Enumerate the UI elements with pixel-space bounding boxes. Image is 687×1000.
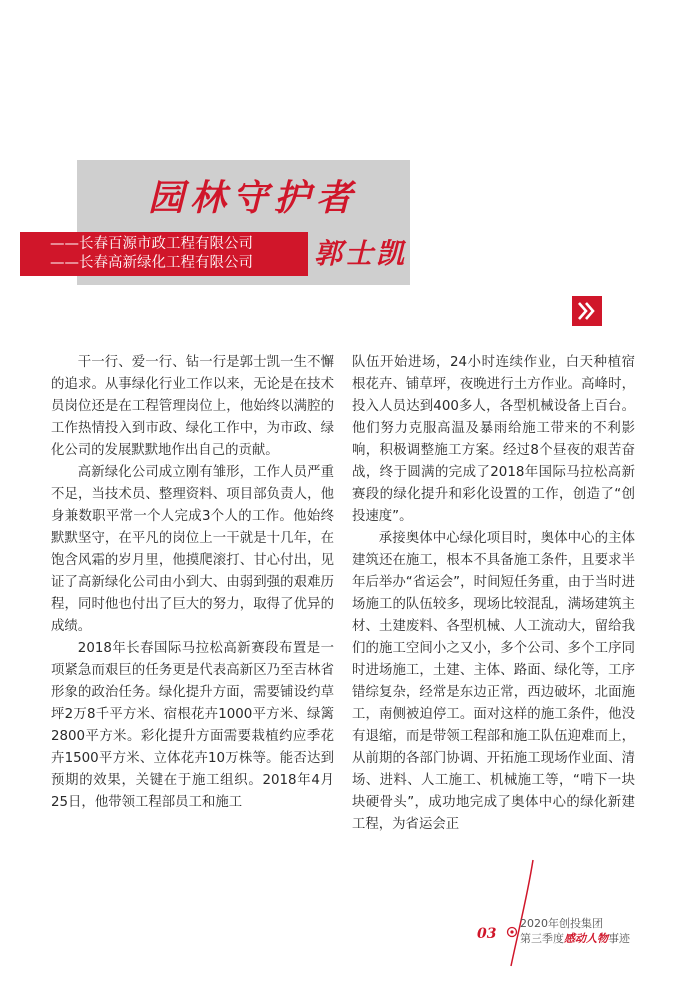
- footer-line-2-prefix: 第三季度: [520, 932, 564, 945]
- article-paragraph-continued: 队伍开始进场，24小时连续作业，白天种植宿根花卉、铺草坪，夜晚进行土方作业。高峰时，投入人员达到400多人，各型机械设备上百台。他们努力克服高温及暴雨给施工带来的不利影响，积极调整施工方案。经过8个昼夜的艰苦奋战，终于圆满的完成了2018年国际马拉松高新赛段的绿化提升和彩化设置的工作，创造了“创投速度”。: [352, 355, 635, 524]
- footer-line-2: [520, 931, 630, 946]
- footer-decoration: [497, 858, 537, 968]
- page-title: 园林守护者: [148, 177, 359, 219]
- article-column-right: [352, 352, 635, 836]
- article-paragraph: 2018年长春国际马拉松高新赛段布置是一项紧急而艰巨的任务更是代表高新区乃至吉林省形象的政治任务。绿化提升方面，需要铺设约草坪2万8千平方米、宿根花卉1000平方米、绿篱2800平方米。彩化提升方面需要栽植约应季花卉1500平方米、立体花卉10万株等。能否达到预期的效果，关键在于施工组织。2018年4月25日，他带领工程部员工和施工: [51, 641, 334, 810]
- article-paragraph: 高新绿化公司成立刚有雏形，工作人员严重不足，当技术员、整理资料、项目部负责人，他身兼数职平常一个人完成3个人的工作。他始终默默坚守，在平凡的岗位上一干就是十几年，在饱含风霜的岁月里，他摸爬滚打、甘心付出，见证了高新绿化公司由小到大、由弱到强的艰难历程，同时他也付出了巨大的努力，取得了优异的成绩。: [51, 465, 334, 634]
- company-band: [20, 232, 308, 276]
- footer-line-2-suffix: 事迹: [608, 932, 630, 945]
- article-paragraph: 干一行、爱一行、钻一行是郭士凯一生不懈的追求。从事绿化行业工作以来，无论是在技术员岗位还是在工程管理岗位上，他始终以满腔的工作热情投入到市政、绿化工作中，为市政、绿化公司的发展默默地作出自己的贡献。: [51, 355, 334, 458]
- company-line-2: ——长春高新绿化工程有限公司: [50, 255, 253, 271]
- double-chevron-right-icon: [572, 296, 602, 326]
- article-column-left: [51, 352, 334, 814]
- footer-highlight: 感动人物: [564, 932, 608, 945]
- footer-caption: [520, 916, 630, 946]
- article-paragraph: 承接奥体中心绿化项目时，奥体中心的主体建筑还在施工，根本不具备施工条件，且要求半年后举办“省运会”，时间短任务重，由于当时进场施工的队伍较多，现场比较混乱，满场建筑主材、土建废料、各型机械、人工流动大，留给我们的施工空间小之又小，多个公司、多个工序同时进场施工，土建、主体、路面、绿化等，工序错综复杂，经常是东边正常，西边破坏，北面施工，南侧被迫停工。面对这样的施工条件，他没有退缩，而是带领工程部和施工队伍迎难而上，从前期的各部门协调、开拓施工现场作业面、清场、进料、人工施工、机械施工等，“啃下一块块硬骨头”，成功地完成了奥体中心的绿化新建工程，为省运会正: [352, 531, 635, 832]
- company-line-1: ——长春百源市政工程有限公司: [50, 236, 253, 252]
- person-name: 郭士凯: [314, 237, 408, 270]
- footer-line-1: 2020年创投集团: [520, 917, 603, 930]
- page-number: 03: [477, 926, 497, 942]
